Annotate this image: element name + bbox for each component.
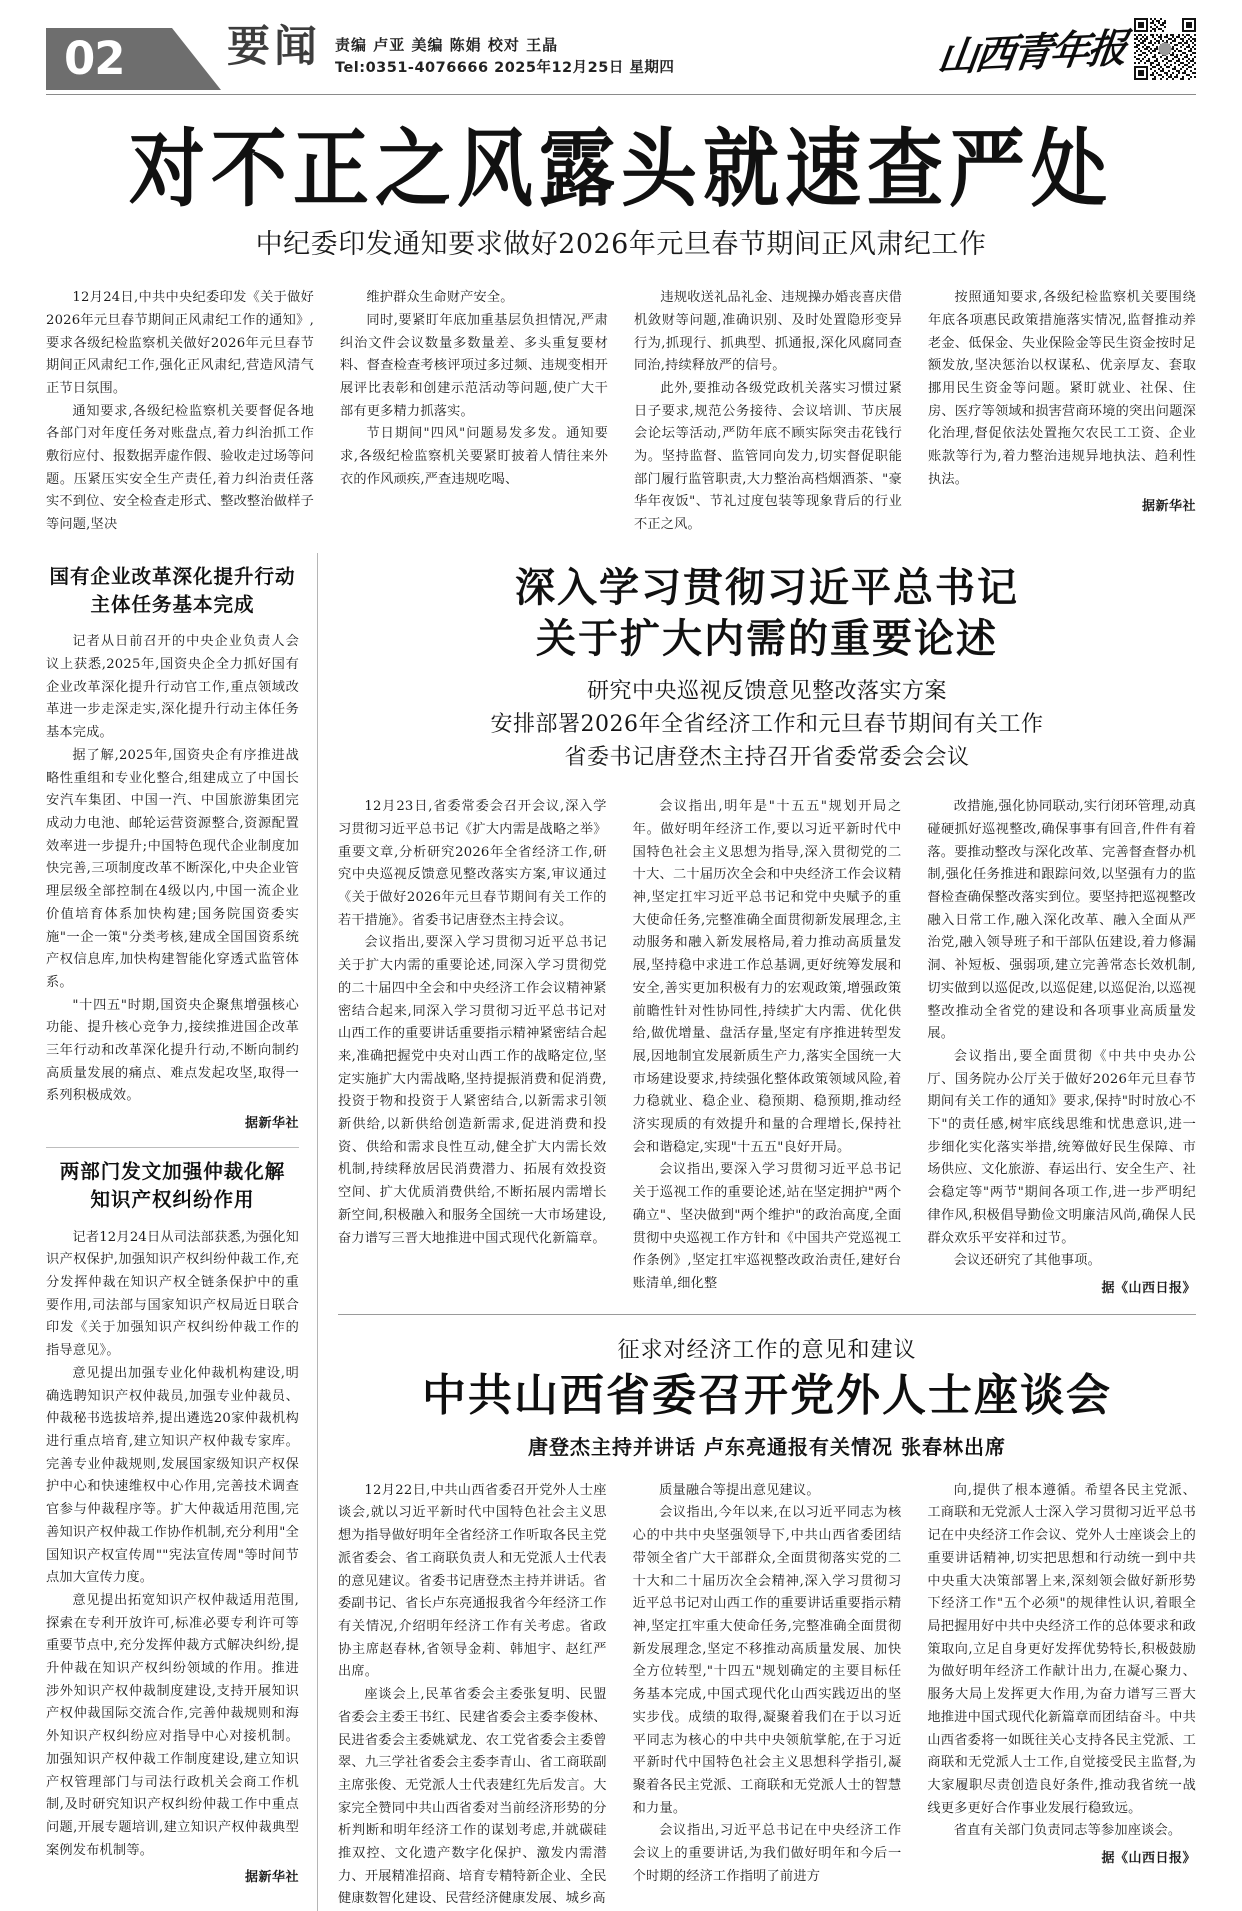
paragraph: 省直有关部门负责同志等参加座谈会。 bbox=[953, 1823, 1182, 1839]
subheadline-line: 省委书记唐登杰主持召开省委常委会会议 bbox=[564, 745, 970, 771]
feature1-column-2 bbox=[633, 796, 902, 1296]
lead-headline-block bbox=[46, 118, 1196, 261]
paragraph: 记者从日前召开的中央企业负责人会议上获悉,2025年,国资央企全力抓好国有企业改革深化提升行动官工作,重点领域改革进一步走深走实,深化提升行动主体任务基本完成。 bbox=[46, 634, 299, 741]
page-number-badge bbox=[46, 28, 221, 90]
paragraph: 会议还研究了其他事项。 bbox=[953, 1253, 1101, 1269]
paragraph: 通知要求,各级纪检监察机关要督促各地各部门对年度任务对账盘点,着力纠治抓工作敷衍应付、报数据弄虚作假、验收走过场等问题。压紧压实安全生产责任,着力纠治责任落实不到位、安全检查走形式、整改整治做样子等问题,坚决 bbox=[46, 403, 314, 533]
headline-line: 关于扩大内需的重要论述 bbox=[536, 616, 998, 663]
lead-column-3 bbox=[634, 287, 902, 537]
masthead-brand-area bbox=[934, 18, 1196, 81]
paragraph: 改措施,强化协同联动,实行闭环管理,动真碰硬抓好巡视整改,确保事事有回音,件件有着落。要推动整改与深化改革、完善督查督办机制,强化任务推进和跟踪问效,以坚强有力的监督检查确保整改落实到位。要坚持把巡视整改融入日常工作,融入深化改革、融入全面从严治党,融入领导班子和干部队伍建设,着力修漏洞、补短板、强弱项,建立完善常态长效机制,切实做到以巡促改,以巡促建,以巡促治,以巡视整改推动全省党的建设和各项事业高质量发展。 bbox=[927, 799, 1197, 1042]
newspaper-logo: 山西青年报 bbox=[934, 23, 1128, 81]
paragraph: 会议指出,习近平总书记在中央经济工作会议上的重要讲话,为我们做好明年和今后一个时期的经济工作指明了前进方 bbox=[632, 1823, 902, 1884]
headline-line: 知识产权纠纷作用 bbox=[90, 1188, 255, 1212]
feature2-column-2 bbox=[633, 1480, 902, 1911]
headline-line: 国有企业改革深化提升行动 bbox=[49, 564, 296, 588]
paragraph: 同时,要紧盯年底加重基层负担情况,严肃纠治文件会议数量多数量差、多头重复要材料、督查检查考核评项过多过频、违规变相开展评比表彰和创建示范活动等问题,使广大干部有更多精力抓落实。 bbox=[340, 312, 608, 419]
feature-story-1 bbox=[338, 563, 1196, 1296]
source-credit: 据新华社 bbox=[244, 1870, 299, 1886]
qr-code-icon[interactable] bbox=[1134, 18, 1196, 80]
headline-line: 深入学习贯彻习近平总书记 bbox=[515, 564, 1019, 611]
lead-column-1 bbox=[46, 287, 314, 537]
feature2-column-1 bbox=[338, 1480, 607, 1911]
paragraph: "十四五"时期,国资央企聚焦增强核心功能、提升核心竞争力,接续推进国企改革三年行动和改革深化提升行动,不断向制约高质量发展的痛点、难点发起攻坚,取得一系列积极成效。 bbox=[46, 997, 299, 1104]
rail-story1-headline bbox=[46, 563, 299, 620]
source-credit: 据新华社 bbox=[244, 1116, 299, 1132]
paragraph: 12月24日,中共中央纪委印发《关于做好2026年元旦春节期间正风肃纪工作的通知》,要求各级纪检监察机关做好2026年元旦春节期间正风肃纪工作,强化正风肃纪,营造风清气正节日氛围。 bbox=[46, 290, 314, 396]
masthead-divider bbox=[46, 94, 1196, 95]
paragraph: 维护群众生命财产安全。 bbox=[366, 290, 514, 306]
source-credit: 据《山西日报》 bbox=[1101, 1280, 1197, 1296]
paragraph: 按照通知要求,各级纪检监察机关要围绕年底各项惠民政策措施落实情况,监督推动养老金、低保金、失业保险金等民生资金按时足额发放,坚决惩治以权谋私、优亲厚友、套取挪用民生资金等问题。紧盯就业、社保、住房、医疗等领域和损害营商环境的突出问题深化治理,督促依法处置拖欠农民工工资、企业账款等行为,着力整治违规异地执法、趋利性执法。 bbox=[928, 290, 1196, 487]
paragraph: 会议指出,要深入学习贯彻习近平总书记关于扩大内需的重要论述,同深入学习贯彻党的二十届四中全会和中央经济工作会议精神紧密结合起来,同深入学习贯彻习近平总书记对山西工作的重要讲话重要指示精神紧密结合起来,准确把握党中央对山西工作的战略定位,坚定实施扩大内需战略,坚持提振消费和促消费,投资于物和投资于人紧密结合,以新需求引领新供给,以新供给创造新需求,促进消费和投资、供给和需求良性互动,健全扩大内需长效机制,持续释放居民消费潜力、拓展有效投资空间、扩大优质消费供给,不断拓展内需增长新空间,积极融入和服务全国统一大市场建设,奋力谱写三晋大地推进中国式现代化新篇章。 bbox=[338, 935, 607, 1246]
paragraph: 12月22日,中共山西省委召开党外人士座谈会,就以习近平新时代中国特色社会主义思想为指导做好明年全省经济工作听取各民主党派省委会、省工商联负责人和无党派人士代表的意见建议。省委书记唐登杰主持并讲话。省委副书记、省长卢东亮通报我省今年经济工作有关情况,介绍明年经济工作有关考虑。省政协主席赵春林,省领导金莉、韩旭宇、赵红严出席。 bbox=[338, 1482, 607, 1680]
feature1-body bbox=[338, 796, 1196, 1296]
feature-divider bbox=[338, 1314, 1196, 1315]
feature-story-2 bbox=[338, 1333, 1196, 1911]
rail-divider bbox=[46, 1147, 299, 1148]
lead-body bbox=[46, 281, 1196, 537]
credits-contact-date: Tel:0351-4076666 2025年12月25日 星期四 bbox=[335, 60, 675, 77]
source-credit: 据新华社 bbox=[1141, 499, 1196, 515]
feature2-column-3 bbox=[927, 1480, 1196, 1911]
credits-editors: 责编 卢亚 美编 陈娟 校对 王晶 bbox=[335, 36, 559, 54]
feature1-column-3 bbox=[927, 796, 1196, 1296]
feature2-headline: 中共山西省委召开党外人士座谈会 bbox=[422, 1369, 1112, 1421]
feature1-column-1 bbox=[338, 796, 607, 1296]
lead-column-2 bbox=[340, 287, 608, 537]
paragraph: 座谈会上,民革省委会主委张复明、民盟省委会主委王书红、民建省委会主委李俊林、民进省委会主委姚斌龙、农工党省委会主委曾翠、九三学社省委会主委李青山、省工商联副主席张俊、无党派人士代表建红先后发言。大家完全赞同中共山西省委对当前经济形势的分析判断和明年经济工作的谋划考虑,并就碳硅推双控、文化遗产数字化保护、激发内需潜力、开展精准招商、培育专精特新企业、全民健康数智化建设、民营经济健康发展、城乡高 bbox=[338, 1687, 607, 1907]
headline-line: 两部门发文加强仲裁化解 bbox=[59, 1160, 286, 1184]
feature2-eyebrow: 征求对经济工作的意见和建议 bbox=[617, 1337, 917, 1363]
paragraph: 节日期间"四风"问题易发多发。通知要求,各级纪检监察机关要紧盯披着人情往来外衣的作风顽疾,严查违规吃喝、 bbox=[340, 426, 608, 487]
rail-story2-headline bbox=[46, 1158, 299, 1215]
masthead bbox=[46, 0, 1196, 92]
headline-line: 主体任务基本完成 bbox=[90, 593, 255, 617]
feature1-subheadlines bbox=[338, 675, 1196, 774]
feature1-headline bbox=[338, 563, 1196, 665]
subheadline-line: 安排部署2026年全省经济工作和元旦春节期间有关工作 bbox=[490, 712, 1044, 738]
section-title: 要闻 bbox=[227, 22, 321, 72]
paragraph: 会议指出,要全面贯彻《中共中央办公厅、国务院办公厅关于做好2026年元旦春节期间有关工作的通知》要求,保持"时时放心不下"的责任感,树牢底线思维和忧患意识,进一步细化实化落实举措,统筹做好民生保障、市场供应、文化旅游、春运出行、安全生产、社会稳定等"两节"期间各项工作,进一步严明纪律作风,积极倡导勤俭文明廉洁风尚,确保人民群众欢乐平安祥和过节。 bbox=[927, 1048, 1197, 1246]
paragraph: 会议指出,明年是"十五五"规划开局之年。做好明年经济工作,要以习近平新时代中国特色社会主义思想为指导,深入贯彻党的二十大、二十届历次全会和中央经济工作会议精神,坚定扛牢习近平总书记和党中央赋予的重大使命任务,完整准确全面贯彻新发展理念,主动服务和融入新发展格局,着力推动高质量发展,坚持稳中求进工作总基调,更好统筹发展和安全,善实更加积极有力的宏观政策,增强政策前瞻性针对性协同性,持续扩大内需、优化供给,做优增量、盘活存量,坚定有序推进转型发展,因地制宜发展新质生产力,落实全国统一大市场建设要求,持续强化整体政策领域风险,着力稳就业、稳企业、稳预期、稳预期,推动经济实现质的有效提升和量的合理增长,保持社会和谐稳定,实现"十五五"良好开局。 bbox=[632, 799, 902, 1155]
subheadline-line: 研究中央巡视反馈意见整改落实方案 bbox=[586, 679, 947, 705]
lead-subheadline: 中纪委印发通知要求做好2026年元旦春节期间正风肃纪工作 bbox=[255, 229, 987, 261]
paragraph: 记者12月24日从司法部获悉,为强化知识产权保护,加强知识产权纠纷仲裁工作,充分发挥仲裁在知识产权全链条保护中的重要作用,司法部与国家知识产权局近日联合印发《关于加强知识产权纠纷仲裁工作的指导意见》。 bbox=[46, 1229, 299, 1359]
paragraph: 会议指出,要深入学习贯彻习近平总书记关于巡视工作的重要论述,站在坚定拥护"两个确立"、坚决做到"两个维护"的政治高度,全面贯彻中央巡视工作方针和《中国共产党巡视工作条例》,坚定扛牢巡视整改政治责任,建好台账清单,细化整 bbox=[632, 1162, 902, 1291]
right-zone bbox=[318, 553, 1196, 1911]
page-number-text: 02 bbox=[64, 32, 125, 85]
paragraph: 向,提供了根本遵循。希望各民主党派、工商联和无党派人士深入学习贯彻习近平总书记在中央经济工作会议、党外人士座谈会上的重要讲话精神,切实把思想和行动统一到中共中央重大决策部署上来,深刻领会做好新形势下经济工作"五个必须"的规律性认识,着眼全局把握用好中共中央经济工作的总体要求和政策取向,立足自身更好发挥优势特长,积极鼓励为做好明年经济工作献计出力,在凝心聚力、服务大局上发挥更大作用,为奋力谱写三晋大地推进中国式现代化新篇章而团结奋斗。中共山西省委将一如既往关心支持各民主党派、工商联和无党派人士工作,自觉接受民主监督,为大家履职尽责创造良好条件,推动我省统一战线更多更好合作事业发展行稳致远。 bbox=[927, 1482, 1197, 1816]
feature2-subheadline: 唐登杰主持并讲话 卢东亮通报有关情况 张春林出席 bbox=[528, 1434, 1006, 1459]
source-credit: 据《山西日报》 bbox=[1101, 1851, 1197, 1867]
lead-column-4 bbox=[928, 287, 1196, 537]
paragraph: 质量融合等提出意见建议。 bbox=[659, 1482, 820, 1498]
paragraph: 意见提出加强专业化仲裁机构建设,明确选聘知识产权仲裁员,加强专业仲裁员、仲裁秘书选拔培养,提出遴选20家仲裁机构进行重点培育,建立知识产权仲裁专家库。完善专业仲裁规则,发展国家级知识产权保护中心和快速维权中心作用,完善技术调查官参与仲裁程序等。扩大仲裁适用范围,完善知识产权仲裁工作协作机制,充分利用"全国知识产权宣传周""宪法宣传周"等时间节点加大宣传力度。 bbox=[46, 1365, 299, 1586]
paragraph: 会议指出,今年以来,在以习近平同志为核心的中共中央坚强领导下,中共山西省委团结带领全省广大干部群众,全面贯彻落实党的二十大和二十届历次全会精神,深入学习贯彻习近平总书记对山西工作的重要讲话重要指示精神,坚定扛牢重大使命任务,完整准确全面贯彻新发展理念,坚定不移推动高质量发展、加快全方位转型,"十四五"规划确定的主要目标任务基本完成,中国式现代化山西实践迈出的坚实步伐。成绩的取得,凝聚着我们在于以习近平同志为核心的中共中央领航掌舵,在于习近平新时代中国特色社会主义思想科学指引,凝聚着各民主党派、工商联和无党派人士的智慧和力量。 bbox=[632, 1505, 902, 1816]
paragraph: 据了解,2025年,国资央企有序推进战略性重组和专业化整合,组建成立了中国长安汽车集团、中国一汽、中国旅游集团完成动力电池、邮轮运营资源整合,资源配置效率进一步提升;中国特色现代企业制度加快完善,三项制度改革不断深化,中央企业管理层级全部控制在4级以内,中国一流企业价值培育体系加快构建;国务院国资委实施"一企一策"分类考核,建成全国国资系统产权信息库,加快构建智能化穿透式监管体系。 bbox=[46, 747, 299, 990]
credits-block bbox=[335, 34, 674, 80]
paragraph: 意见提出拓宽知识产权仲裁适用范围,探索在专利开放许可,标准必要专利许可等重要节点中,充分发挥仲裁方式解决纠纷,提升仲裁在知识产权纠纷领域的作用。推进涉外知识产权仲裁制度建设,支持开展知识产权仲裁国际交流合作,完善仲裁规则和海外知识产权纠纷应对指导中心对接机制。加强知识产权仲裁工作制度建设,建立知识产权管理部门与司法行政机关会商工作机制,及时研究知识产权纠纷仲裁工作中重点问题,开展专题培训,建立知识产权仲裁典型案例发布机制等。 bbox=[46, 1592, 299, 1858]
mid-section bbox=[46, 553, 1196, 1911]
lead-headline: 对不正之风露头就速查严处 bbox=[129, 118, 1113, 219]
paragraph: 此外,要推动各级党政机关落实习惯过紧日子要求,规范公务接待、会议培训、节庆展会论坛等活动,严防年底不顾实际突击花钱行为。坚持监督、监管同向发力,切实督促职能部门履行监管职责,大力整治高档烟酒茶、"豪华年夜饭"、节礼过度包装等现象背后的行业不正之风。 bbox=[634, 380, 902, 533]
feature2-body bbox=[338, 1480, 1196, 1911]
left-rail bbox=[46, 553, 318, 1911]
paragraph: 12月23日,省委常委会召开会议,深入学习贯彻习近平总书记《扩大内需是战略之举》重要文章,分析研究2026年全省经济工作,研究中央巡视反馈意见整改落实方案,审议通过《关于做好2026年元旦春节期间有关工作的若干措施》。省委书记唐登杰主持会议。 bbox=[338, 799, 607, 928]
paragraph: 违规收送礼品礼金、违规操办婚丧喜庆借机敛财等问题,准确识别、及时处置隐形变异行为,抓现行、抓典型、抓通报,深化风腐同查同治,持续释放严的信号。 bbox=[634, 290, 902, 374]
